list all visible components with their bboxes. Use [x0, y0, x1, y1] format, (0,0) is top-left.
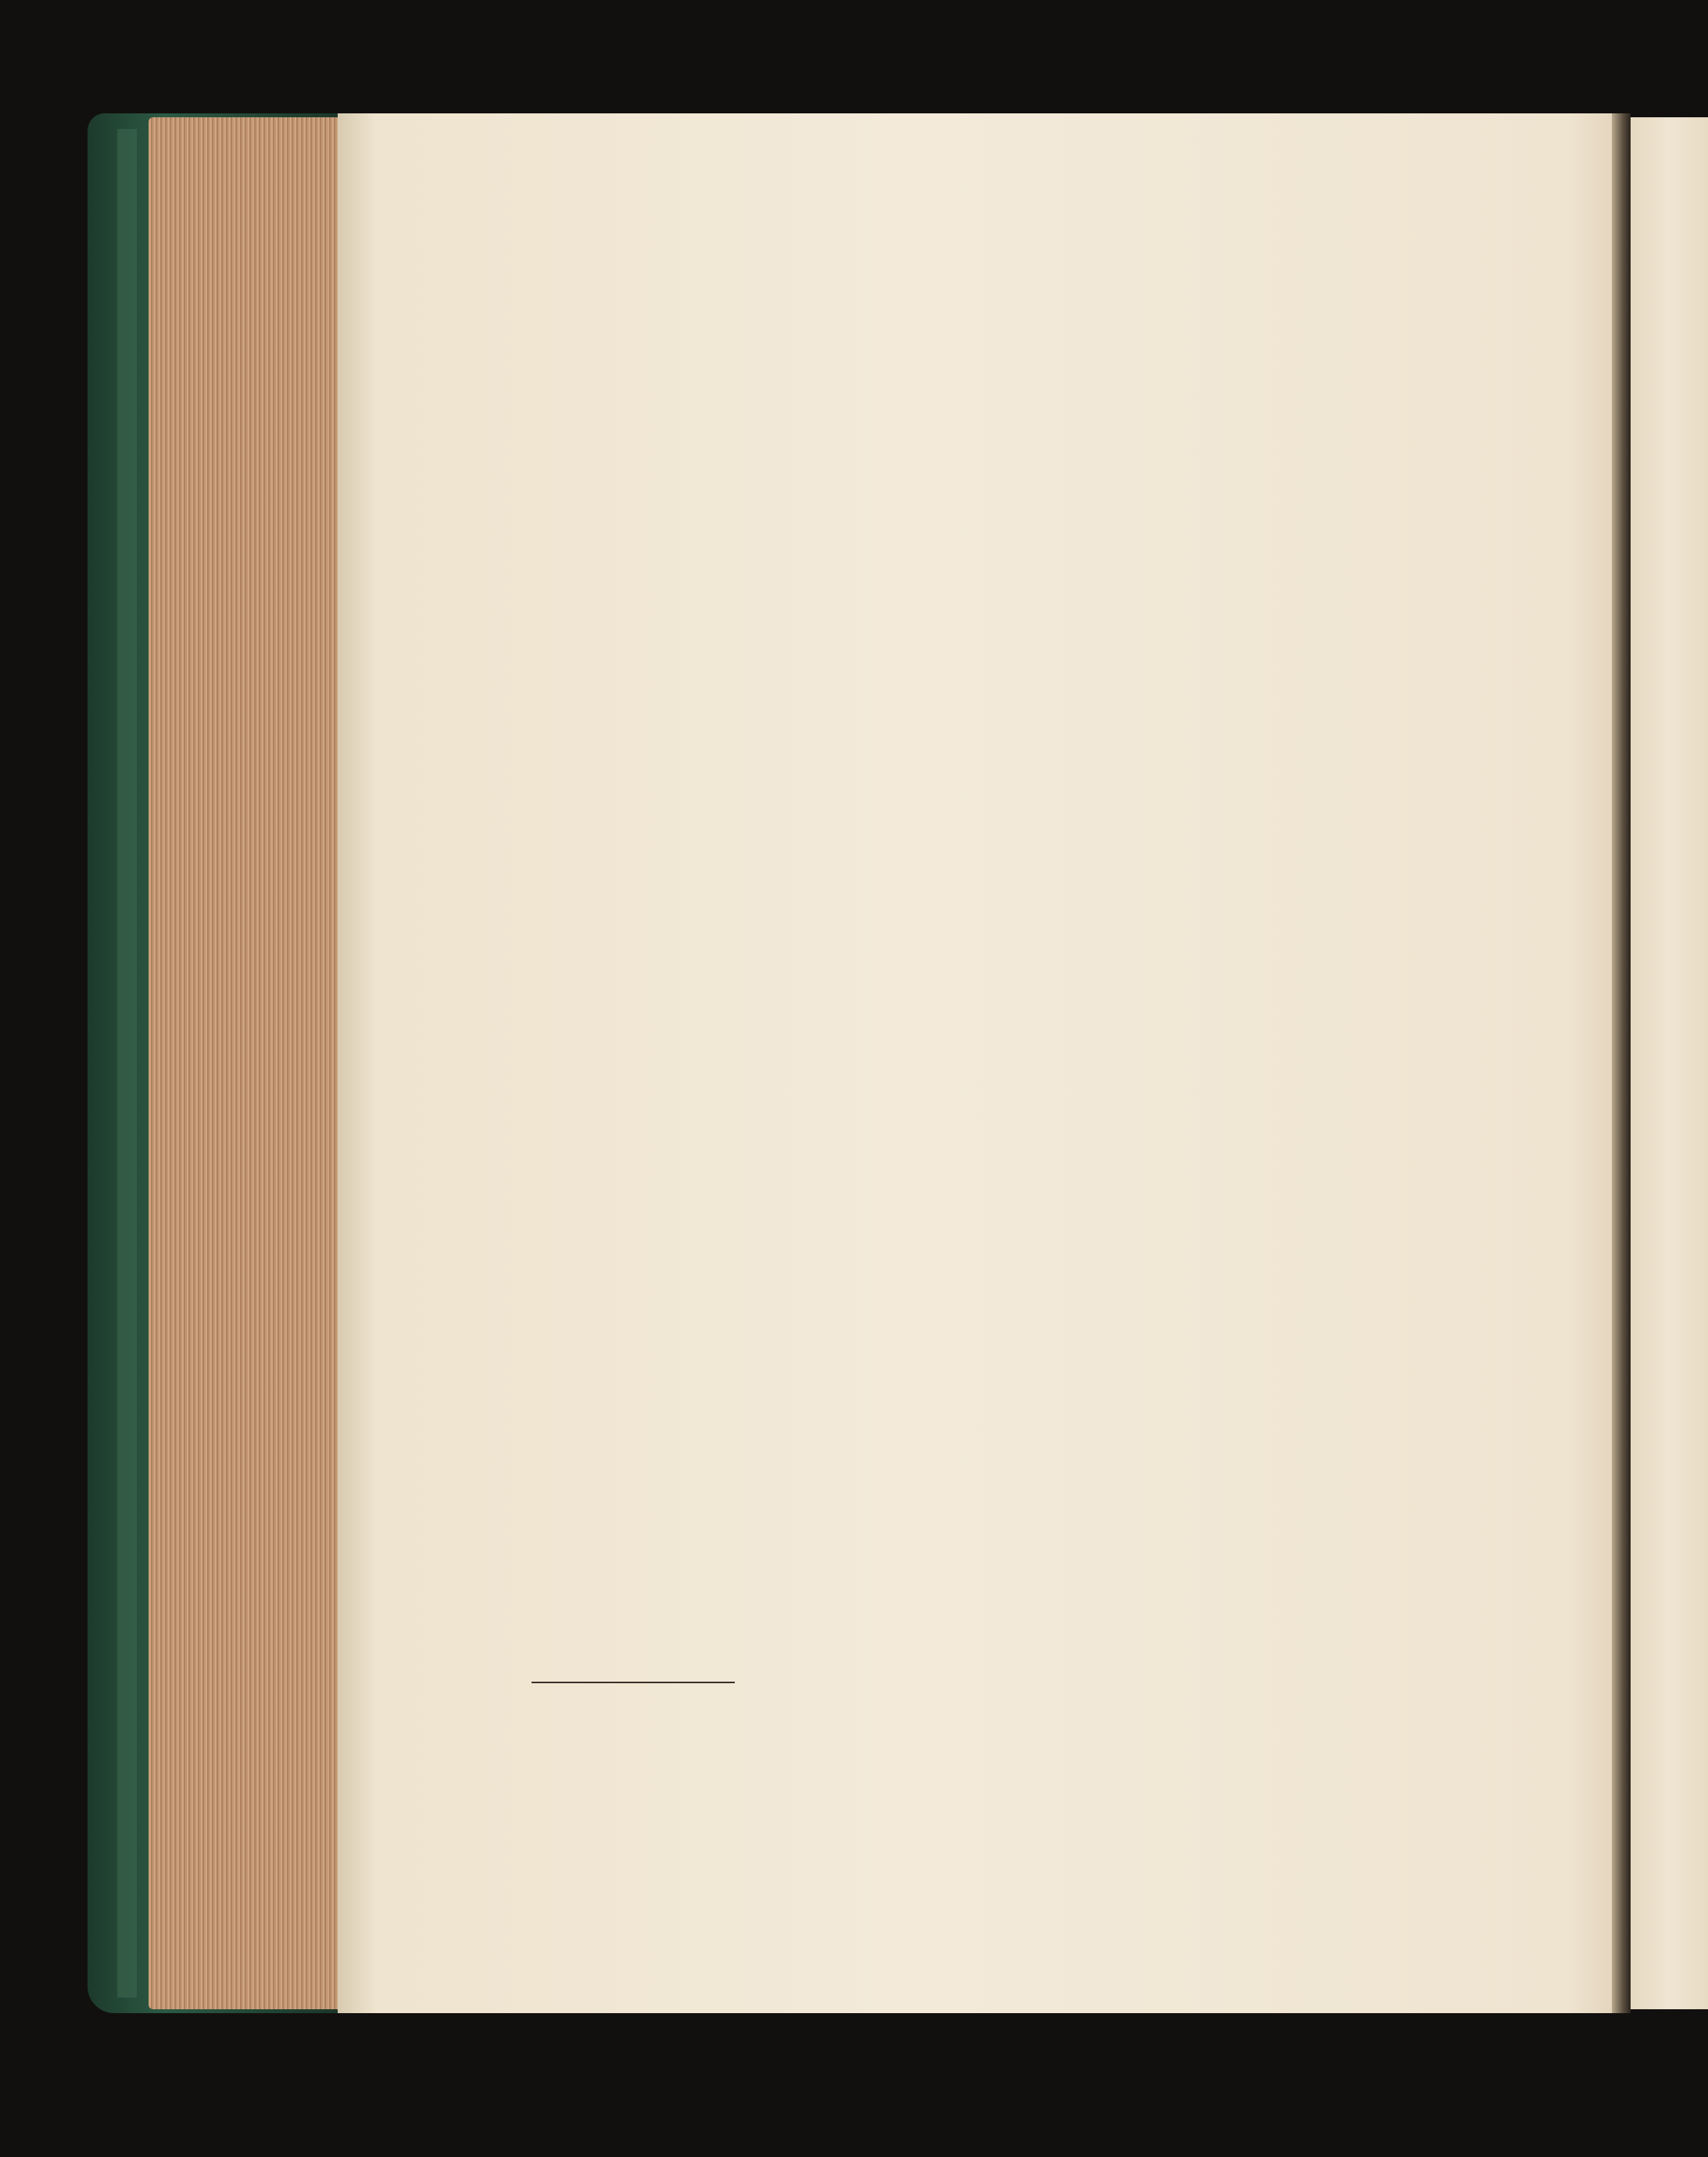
book-page	[338, 113, 1620, 2013]
page-edges	[149, 117, 340, 2009]
cover-spine-edge	[117, 129, 137, 1998]
footnote-rule	[532, 1682, 735, 1683]
page-header	[536, 227, 1487, 266]
page-gutter	[1612, 113, 1631, 2013]
facing-page-edge	[1631, 117, 1708, 2009]
